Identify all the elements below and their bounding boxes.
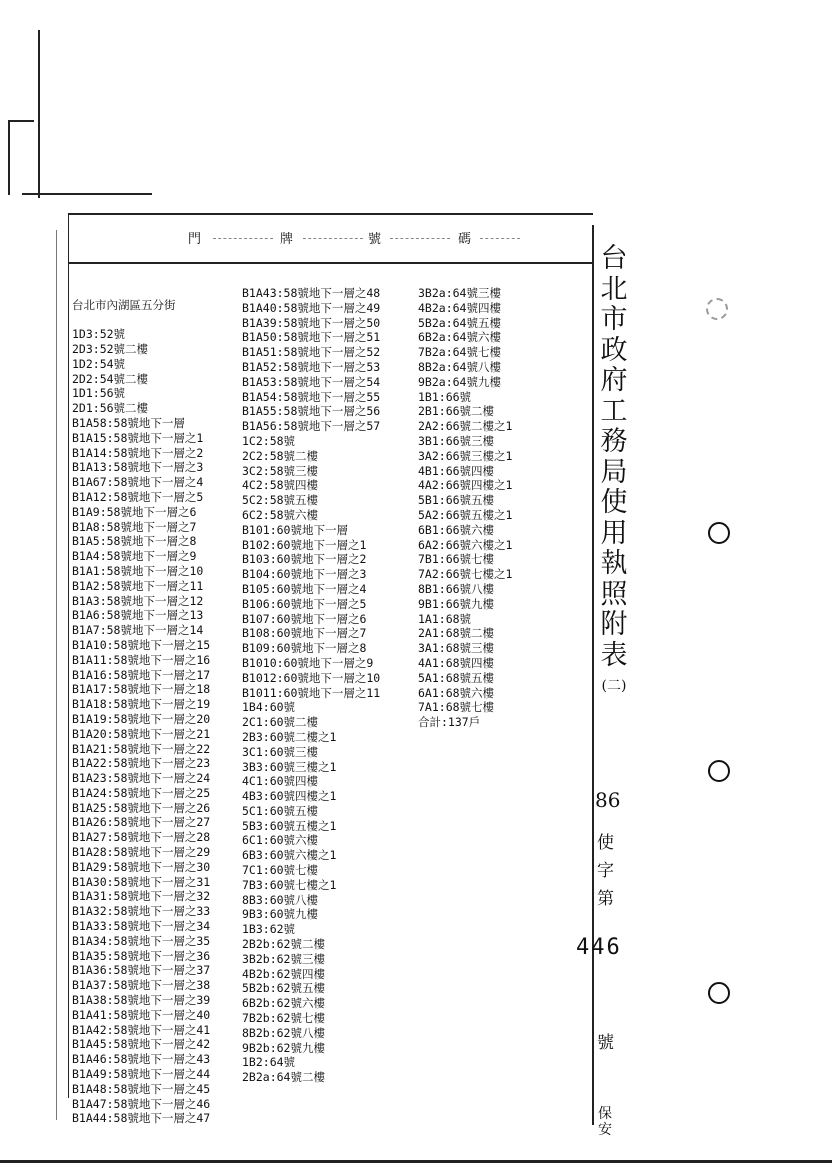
address-entry: B1A14:58號地下一層之2 [72, 445, 204, 460]
address-entry: B1A46:58號地下一層之43 [72, 1052, 211, 1067]
address-entry: 7B2b:62號七樓 [242, 1011, 325, 1026]
address-entry: 5B2b:62號五樓 [242, 981, 325, 996]
address-entry: B1A41:58號地下一層之40 [72, 1007, 211, 1022]
address-entry: 9B2b:62號九樓 [242, 1040, 325, 1055]
address-column-2 [242, 286, 380, 1085]
address-entry: B1A38:58號地下一層之39 [72, 993, 211, 1008]
address-entry: B1A49:58號地下一層之44 [72, 1067, 211, 1082]
title-char: 照 [600, 578, 628, 610]
address-entry: B1A13:58號地下一層之3 [72, 460, 204, 475]
address-entry: B1A21:58號地下一層之22 [72, 741, 211, 756]
address-entry: 2B1:66號二樓 [418, 404, 495, 419]
address-entry: B1A34:58號地下一層之35 [72, 933, 211, 948]
address-entry: B1A44:58號地下一層之47 [72, 1111, 211, 1126]
address-entry: B1A31:58號地下一層之32 [72, 889, 211, 904]
address-entry: B1A3:58號地下一層之12 [72, 593, 204, 608]
address-entry: B108:60號地下一層之7 [242, 626, 367, 641]
address-entry: 2D2:54號二樓 [72, 371, 149, 386]
title-char: 使 [600, 487, 628, 518]
permit-sequence-number: 446 [576, 935, 622, 960]
address-entry: 2B3:60號二樓之1 [242, 729, 337, 744]
scan-bracket-top [8, 120, 34, 122]
address-entry: B1A28:58號地下一層之29 [72, 845, 211, 860]
address-entry: B1A19:58號地下一層之20 [72, 711, 211, 726]
address-entry: 6C2:58號六樓 [242, 507, 319, 522]
address-entry: B1A25:58號地下一層之26 [72, 800, 211, 815]
permit-end-char: 號 [597, 1033, 614, 1053]
address-entry: 6B2a:64號六樓 [418, 330, 501, 345]
address-entry: B1A6:58號地下一層之13 [72, 608, 204, 623]
right-column-rule [592, 225, 594, 1125]
address-entry: B1A18:58號地下一層之19 [72, 697, 211, 712]
title-suffix: (二) [601, 678, 627, 694]
address-entry: B1A56:58號地下一層之57 [242, 419, 381, 434]
permit-char-1: 使 [597, 833, 614, 853]
address-entry: B1A55:58號地下一層之56 [242, 404, 381, 419]
seal-stamp: 保 安 [598, 1106, 612, 1138]
address-entry: 4C1:60號四樓 [242, 774, 319, 789]
title-char: 政 [600, 334, 628, 366]
address-entry: B1010:60號地下一層之9 [242, 655, 374, 670]
address-entry: B1A16:58號地下一層之17 [72, 667, 211, 682]
address-entry: 9B2a:64號九樓 [418, 374, 501, 389]
address-entry: B1A36:58號地下一層之37 [72, 963, 211, 978]
address-entry: B105:60號地下一層之4 [242, 581, 367, 596]
address-entry: 2B2a:64號二樓 [242, 1070, 325, 1085]
address-entry: 3A2:66號三樓之1 [418, 448, 513, 463]
address-entry: 4B2b:62號四樓 [242, 966, 325, 981]
address-entry: 2D1:56號二樓 [72, 401, 149, 416]
address-entry: B1A23:58號地下一層之24 [72, 771, 211, 786]
address-entry: 2C1:60號二樓 [242, 715, 319, 730]
address-entry: 6A2:66號六樓之1 [418, 537, 513, 552]
address-entry: 4B3:60號四樓之1 [242, 789, 337, 804]
address-entry: 1B4:60號 [242, 700, 296, 715]
address-entry: 9B1:66號九樓 [418, 596, 495, 611]
title-char: 附 [600, 609, 628, 640]
address-entry: B102:60號地下一層之1 [242, 537, 367, 552]
permit-char-3: 第 [597, 889, 614, 909]
address-entry: 2A2:66號二樓之1 [418, 419, 513, 434]
title-char: 表 [600, 639, 628, 671]
address-entry: B1A48:58號地下一層之45 [72, 1081, 211, 1096]
address-entry: 1C2:58號 [242, 433, 296, 448]
address-entry: 3B1:66號三樓 [418, 433, 495, 448]
address-entry: 4C2:58號四樓 [242, 478, 319, 493]
header-char-2: 牌 [280, 232, 294, 247]
address-entry: 6B1:66號六樓 [418, 522, 495, 537]
address-entry: B1A9:58號地下一層之6 [72, 504, 197, 519]
address-entry: B104:60號地下一層之3 [242, 567, 367, 582]
title-char: 工 [600, 395, 628, 427]
address-entry: 2D3:52號二樓 [72, 341, 149, 356]
scan-bracket [8, 120, 10, 195]
address-entry: B1A58:58號地下一層 [72, 415, 185, 430]
address-entry: 合計:137戶 [418, 715, 481, 730]
address-entry: 1B3:62號 [242, 922, 296, 937]
address-entry: B1A2:58號地下一層之11 [72, 578, 204, 593]
address-entry: B1A39:58號地下一層之50 [242, 315, 381, 330]
address-entry: 8B3:60號八樓 [242, 892, 319, 907]
address-entry: B1A11:58號地下一層之16 [72, 652, 211, 667]
address-entry: 8B2a:64號八樓 [418, 359, 501, 374]
address-entry: B1A8:58號地下一層之7 [72, 519, 197, 534]
title-char: 府 [600, 365, 628, 396]
address-entry: B1A40:58號地下一層之49 [242, 300, 381, 315]
address-entry: B1A43:58號地下一層之48 [242, 286, 381, 300]
address-entry: B1A24:58號地下一層之25 [72, 785, 211, 800]
address-entry: 7C1:60號七樓 [242, 863, 319, 878]
address-entry: 1D3:52號 [72, 327, 126, 342]
address-entry: 2A1:68號二樓 [418, 626, 495, 641]
address-entry: B1A5:58號地下一層之8 [72, 534, 197, 549]
address-entry: B1A20:58號地下一層之21 [72, 726, 211, 741]
address-entry: B109:60號地下一層之8 [242, 641, 367, 656]
address-entry: B1A54:58號地下一層之55 [242, 389, 381, 404]
header-char-4: 碼 [458, 232, 472, 247]
section-title: 台北市內湖區五分街 [72, 297, 176, 312]
address-entry: 6B3:60號六樓之1 [242, 848, 337, 863]
address-entry: 7B1:66號七樓 [418, 552, 495, 567]
header-char-3: 號 [368, 232, 382, 247]
address-entry: 1B2:64號 [242, 1055, 296, 1070]
header-divider [68, 262, 593, 264]
address-entry: B1A30:58號地下一層之31 [72, 874, 211, 889]
address-entry: B1A47:58號地下一層之46 [72, 1096, 211, 1111]
address-entry: B1A37:58號地下一層之38 [72, 978, 211, 993]
address-entry: 5B2a:64號五樓 [418, 315, 501, 330]
address-entry: 3B2b:62號三樓 [242, 951, 325, 966]
address-column-3 [418, 286, 512, 730]
address-entry: B1A7:58號地下一層之14 [72, 623, 204, 638]
address-entry: B1A4:58號地下一層之9 [72, 549, 197, 564]
address-entry: 6B2b:62號六樓 [242, 996, 325, 1011]
title-char: 北 [600, 273, 628, 305]
address-entry: 6C1:60號六樓 [242, 833, 319, 848]
binding-hole-3 [708, 760, 730, 782]
header-char-1: 門 [188, 232, 202, 247]
address-entry: B1A52:58號地下一層之53 [242, 359, 381, 374]
address-entry: B1A53:58號地下一層之54 [242, 374, 381, 389]
address-entry: B1A12:58號地下一層之5 [72, 489, 204, 504]
address-entry: 6A1:68號六樓 [418, 685, 495, 700]
address-entry: B1A35:58號地下一層之36 [72, 948, 211, 963]
address-entry: 7B2a:64號七樓 [418, 345, 501, 360]
address-entry: B1A26:58號地下一層之27 [72, 815, 211, 830]
binding-hole-1 [706, 298, 728, 320]
address-entry: 5A1:68號五樓 [418, 670, 495, 685]
address-entry: B1A32:58號地下一層之33 [72, 904, 211, 919]
address-entry: 3C2:58號三樓 [242, 463, 319, 478]
address-entry: 3C1:60號三樓 [242, 744, 319, 759]
address-entry: B1011:60號地下一層之11 [242, 685, 381, 700]
address-entry: 8B1:66號八樓 [418, 581, 495, 596]
permit-year: 86 [595, 788, 621, 812]
scan-edge-bottom [0, 1160, 832, 1163]
address-entry: B1012:60號地下一層之10 [242, 670, 381, 685]
address-entry: B1A67:58號地下一層之4 [72, 475, 204, 490]
address-entry: B1A51:58號地下一層之52 [242, 345, 381, 360]
address-entry: B101:60號地下一層 [242, 522, 348, 537]
title-char: 台 [600, 243, 628, 274]
address-entry: B1A27:58號地下一層之28 [72, 830, 211, 845]
address-entry: 8B2b:62號八樓 [242, 1025, 325, 1040]
title-char: 務 [600, 426, 628, 457]
title-char: 用 [600, 517, 628, 549]
binding-hole-2 [708, 522, 730, 544]
address-entry: 4B2a:64號四樓 [418, 300, 501, 315]
address-entry: B1A42:58號地下一層之41 [72, 1022, 211, 1037]
scan-edge-vertical [38, 30, 40, 198]
address-entry: B1A29:58號地下一層之30 [72, 859, 211, 874]
address-entry: B1A17:58號地下一層之18 [72, 682, 211, 697]
address-column-1 [72, 268, 210, 1126]
address-entry: 5B1:66號五樓 [418, 493, 495, 508]
address-entry: 1D1:56號 [72, 386, 126, 401]
address-entry: 5C2:58號五樓 [242, 493, 319, 508]
form-title-vertical [596, 244, 632, 702]
scan-edge-horizontal [22, 193, 152, 195]
title-char: 局 [600, 456, 628, 488]
address-entry: B103:60號地下一層之2 [242, 552, 367, 567]
address-entry: 3A1:68號三樓 [418, 641, 495, 656]
title-char: 市 [600, 304, 628, 335]
address-entry: B1A50:58號地下一層之51 [242, 330, 381, 345]
address-entry: 1D2:54號 [72, 356, 126, 371]
address-entry: B1A15:58號地下一層之1 [72, 430, 204, 445]
address-entry: 7B3:60號七樓之1 [242, 877, 337, 892]
address-entry: B1A45:58號地下一層之42 [72, 1037, 211, 1052]
address-entry: 2C2:58號二樓 [242, 448, 319, 463]
address-entry: 1A1:68號 [418, 611, 472, 626]
address-entry: 2B2b:62號二樓 [242, 937, 325, 952]
address-entry: 5B3:60號五樓之1 [242, 818, 337, 833]
address-entry: 9B3:60號九樓 [242, 907, 319, 922]
permit-char-2: 字 [597, 861, 614, 881]
address-entry: 4A1:68號四樓 [418, 655, 495, 670]
address-entry: B1A22:58號地下一層之23 [72, 756, 211, 771]
address-entry: 5C1:60號五樓 [242, 803, 319, 818]
address-entry: B1A33:58號地下一層之34 [72, 919, 211, 934]
address-entry: 7A1:68號七樓 [418, 700, 495, 715]
address-entry: B107:60號地下一層之6 [242, 611, 367, 626]
address-entry: 4B1:66號四樓 [418, 463, 495, 478]
scan-edge-left [56, 230, 57, 1120]
binding-hole-4 [708, 982, 730, 1004]
address-entry: 1B1:66號 [418, 389, 472, 404]
address-entry: B106:60號地下一層之5 [242, 596, 367, 611]
address-entry: 4A2:66號四樓之1 [418, 478, 513, 493]
table-header [68, 228, 593, 256]
address-entry: 3B3:60號三樓之1 [242, 759, 337, 774]
address-entry: 7A2:66號七樓之1 [418, 567, 513, 582]
address-entry: B1A10:58號地下一層之15 [72, 637, 211, 652]
address-entry: 5A2:66號五樓之1 [418, 507, 513, 522]
address-entry: 3B2a:64號三樓 [418, 286, 501, 300]
title-char: 執 [600, 548, 628, 579]
address-entry: B1A1:58號地下一層之10 [72, 563, 204, 578]
